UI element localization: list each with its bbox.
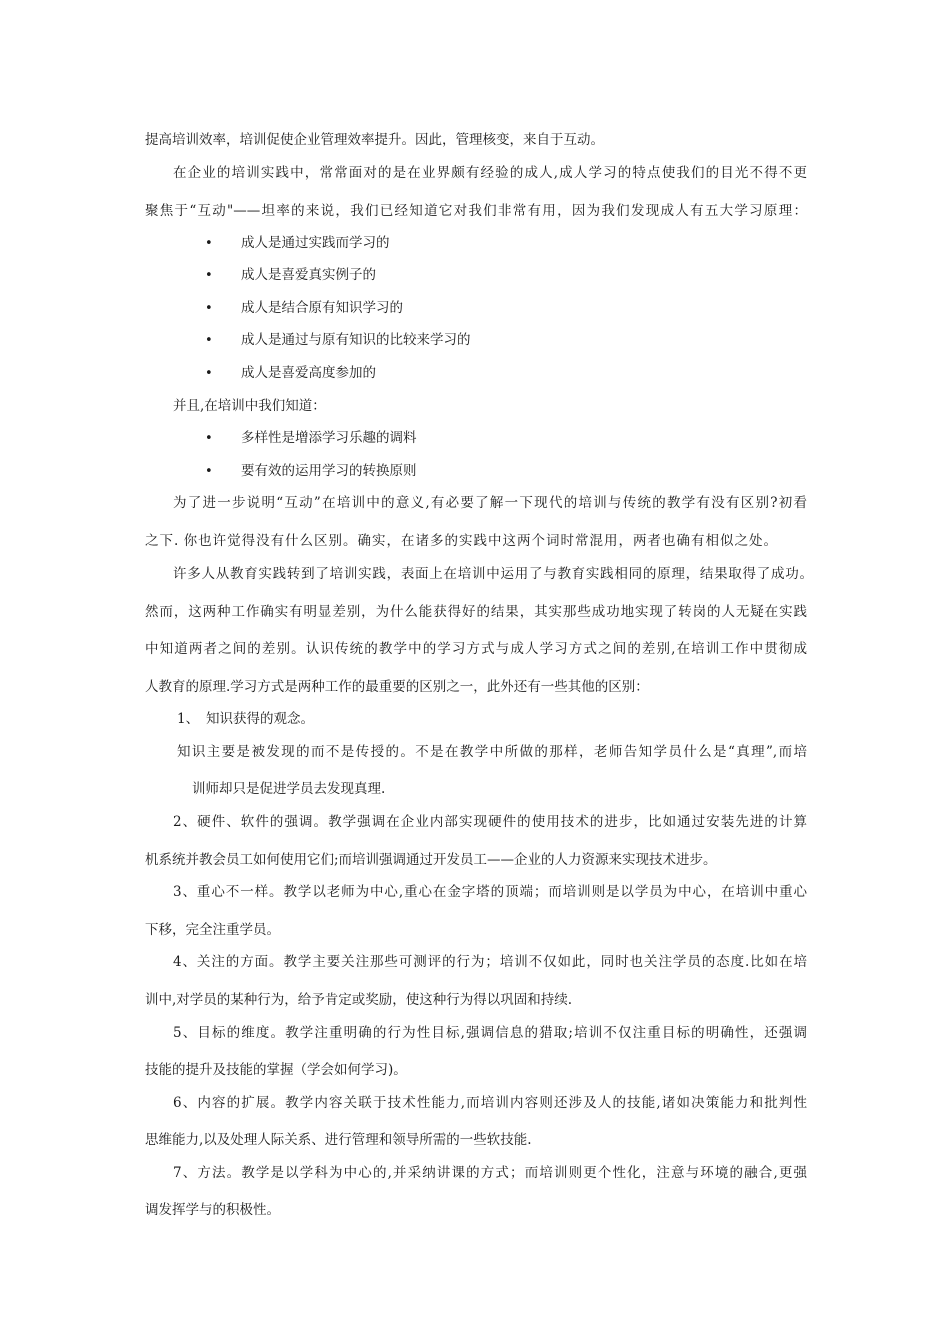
paragraph-line: 并且,在培训中我们知道： xyxy=(173,398,326,414)
bullet-icon: • xyxy=(205,236,213,251)
paragraph-line: 聚焦于“互动"——坦率的来说，我们已经知道它对我们非常有用，因为我们发现成人有五大学习原理： xyxy=(145,203,807,219)
list-item-text: 成人是结合原有知识学习的 xyxy=(241,300,403,316)
paragraph-line: 5、目标的维度。教学注重明确的行为性目标,强调信息的猎取;培训不仅注重目标的明确性，还强调 xyxy=(173,1025,807,1041)
paragraph-line: 4、关注的方面。教学主要关注那些可测评的行为；培训不仅如此，同时也关注学员的态度.比如在培 xyxy=(173,954,807,970)
list-item-text: 要有效的运用学习的转换原则 xyxy=(241,463,417,479)
paragraph-line: 调发挥学与的积极性。 xyxy=(145,1202,280,1218)
paragraph-line: 人教育的原理.学习方式是两种工作的最重要的区别之一，此外还有一些其他的区别： xyxy=(145,679,649,695)
paragraph-line: 在企业的培训实践中，常常面对的是在业界颇有经验的成人,成人学习的特点使我们的目光不得不更 xyxy=(173,165,807,181)
paragraph-line: 训中,对学员的某种行为，给予肯定或奖励，使这种行为得以巩固和持续. xyxy=(145,992,573,1008)
paragraph-line: 提高培训效率，培训促使企业管理效率提升。因此，管理核变，来自于互动。 xyxy=(145,132,604,148)
list-item xyxy=(205,296,403,316)
list-item xyxy=(205,426,417,446)
paragraph-line: 为了进一步说明“互动”在培训中的意义,有必要了解一下现代的培训与传统的教学有没有区别?初看 xyxy=(173,495,807,511)
bullet-icon: • xyxy=(205,431,213,446)
paragraph-line: 中知道两者之间的差别。认识传统的教学中的学习方式与成人学习方式之间的差别,在培训工作中贯彻成 xyxy=(145,641,807,657)
list-item-text: 成人是通过与原有知识的比较来学习的 xyxy=(241,332,471,348)
list-item-text: 多样性是增添学习乐趣的调料 xyxy=(241,430,417,446)
numbered-heading xyxy=(177,707,314,727)
list-item-text: 成人是喜爱真实例子的 xyxy=(241,267,376,283)
list-item xyxy=(205,328,471,348)
paragraph-line: 2、硬件、软件的强调。教学强调在企业内部实现硬件的使用技术的进步，比如通过安装先进的计算 xyxy=(173,814,807,830)
bullet-icon: • xyxy=(205,301,213,316)
bullet-icon: • xyxy=(205,333,213,348)
list-item-text: 成人是喜爱高度参加的 xyxy=(241,365,376,381)
paragraph-line: 技能的提升及技能的掌握（学会如何学习)。 xyxy=(145,1062,407,1078)
item-title: 知识获得的观念。 xyxy=(206,711,314,727)
paragraph-line: 7、方法。教学是以学科为中心的,并采纳讲课的方式；而培训则更个性化，注意与环境的融合,更强 xyxy=(173,1165,807,1181)
list-item-text: 成人是通过实践而学习的 xyxy=(241,235,390,251)
paragraph-line: 6、内容的扩展。教学内容关联于技术性能力,而培训内容则还涉及人的技能,诸如决策能力和批判性 xyxy=(173,1095,807,1111)
bullet-icon: • xyxy=(205,366,213,381)
paragraph-line: 下移，完全注重学员。 xyxy=(145,922,280,938)
paragraph-line: 3、重心不一样。教学以老师为中心,重心在金字塔的顶端；而培训则是以学员为中心，在培训中重心 xyxy=(173,884,807,900)
paragraph-line: 训师却只是促进学员去发现真理. xyxy=(192,781,386,797)
list-item xyxy=(205,459,417,479)
paragraph-line: 之下. 你也许觉得没有什么区别。确实，在诸多的实践中这两个词时常混用，两者也确有相似之处。 xyxy=(145,533,777,549)
list-item xyxy=(205,361,376,381)
paragraph-line: 机系统并教会员工如何使用它们;而培训强调通过开发员工——企业的人力资源来实现技术进步。 xyxy=(145,852,717,868)
paragraph-line: 许多人从教育实践转到了培训实践，表面上在培训中运用了与教育实践相同的原理，结果取得了成功。 xyxy=(173,566,813,582)
list-item xyxy=(205,231,390,251)
bullet-icon: • xyxy=(205,464,213,479)
paragraph-line: 知识主要是被发现的而不是传授的。不是在教学中所做的那样，老师告知学员什么是“真理”,而培 xyxy=(177,744,807,760)
paragraph-line: 思维能力,以及处理人际关系、进行管理和领导所需的一些软技能. xyxy=(145,1132,532,1148)
list-item xyxy=(205,263,376,283)
item-number: 1、 xyxy=(177,711,200,727)
paragraph-line: 然而，这两种工作确实有明显差别，为什么能获得好的结果，其实那些成功地实现了转岗的人无疑在实践 xyxy=(145,604,807,620)
bullet-icon: • xyxy=(205,268,213,283)
